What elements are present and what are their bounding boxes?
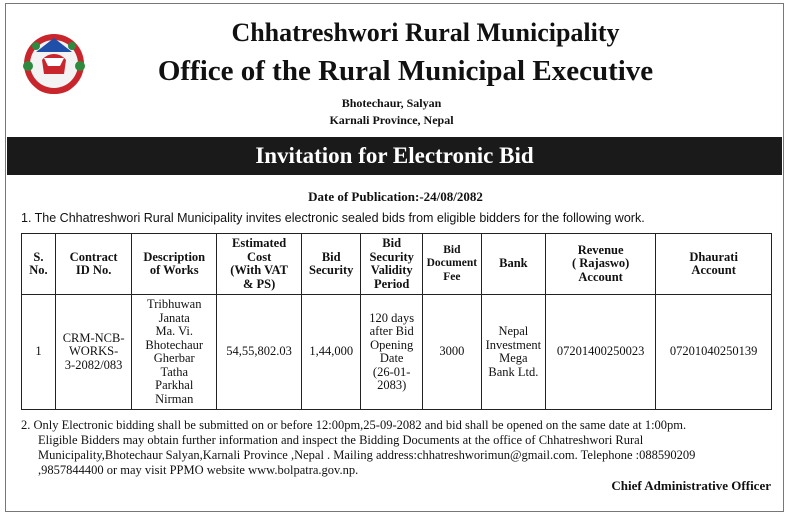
cell-description: Tribhuwan Janata Ma. Vi. Bhotechaur Gherbar Tatha Parkhal Nirman	[132, 295, 217, 410]
table-header-row	[22, 234, 772, 295]
header-contract-id: Contract ID No.	[55, 234, 131, 295]
address-line-1: Bhotechaur, Salyan	[341, 96, 442, 110]
notice-line-1: 2. Only Electronic bidding shall be submitted on or before 12:00pm,25-09-2082 and bid shall be opened on the same date at 1:00pm.	[21, 418, 687, 432]
notice-line-4: ,9857844400 or may visit PPMO website www.bolpatra.gov.np.	[38, 463, 359, 477]
cell-contract-id: CRM-NCB- WORKS- 3-2082/083	[55, 295, 131, 410]
cell-dhaurati-account: 07201040250139	[656, 295, 772, 410]
cell-validity: 120 days after Bid Opening Date (26-01- 2083)	[361, 295, 423, 410]
signature-title: Chief Administrative Officer	[611, 478, 771, 493]
header-document-fee: Bid Document Fee	[422, 234, 481, 295]
bid-table	[21, 233, 772, 410]
cell-document-fee: 3000	[422, 295, 481, 410]
publication-date: Date of Publication:-24/08/2082	[308, 189, 483, 204]
header-estimated-cost: Estimated Cost (With VAT & PS)	[217, 234, 302, 295]
intro-paragraph: 1. The Chhatreshwori Rural Municipality invites electronic sealed bids from eligible bidders for the following work.	[21, 211, 645, 225]
notice-paragraph	[21, 418, 772, 478]
notice-banner: Invitation for Electronic Bid	[7, 137, 782, 175]
header-revenue-account: Revenue ( Rajaswo) Account	[545, 234, 655, 295]
cell-bid-security: 1,44,000	[302, 295, 361, 410]
address-line-2: Karnali Province, Nepal	[329, 113, 454, 127]
table-row	[22, 295, 772, 410]
header-bid-security: Bid Security	[302, 234, 361, 295]
header-description: Description of Works	[132, 234, 217, 295]
cell-bank: Nepal Investment Mega Bank Ltd.	[481, 295, 545, 410]
header-dhaurati-account: Dhaurati Account	[656, 234, 772, 295]
header-validity: Bid Security Validity Period	[361, 234, 423, 295]
cell-estimated-cost: 54,55,802.03	[217, 295, 302, 410]
header-bank: Bank	[481, 234, 545, 295]
notice-line-2: Eligible Bidders may obtain further information and inspect the Bidding Documents at the office of Chhatreshwori Rural	[38, 433, 644, 447]
office-title: Office of the Rural Municipal Executive	[157, 55, 654, 87]
notice-line-3: Municipality,Bhotechaur Salyan,Karnali Province ,Nepal . Mailing address:chhatreshworimun@gmail.com. Telephone :088590209	[38, 448, 696, 462]
header-sno: S. No.	[22, 234, 56, 295]
cell-sno: 1	[22, 295, 56, 410]
municipality-title: Chhatreshwori Rural Municipality	[231, 18, 620, 47]
cell-revenue-account: 07201400250023	[545, 295, 655, 410]
